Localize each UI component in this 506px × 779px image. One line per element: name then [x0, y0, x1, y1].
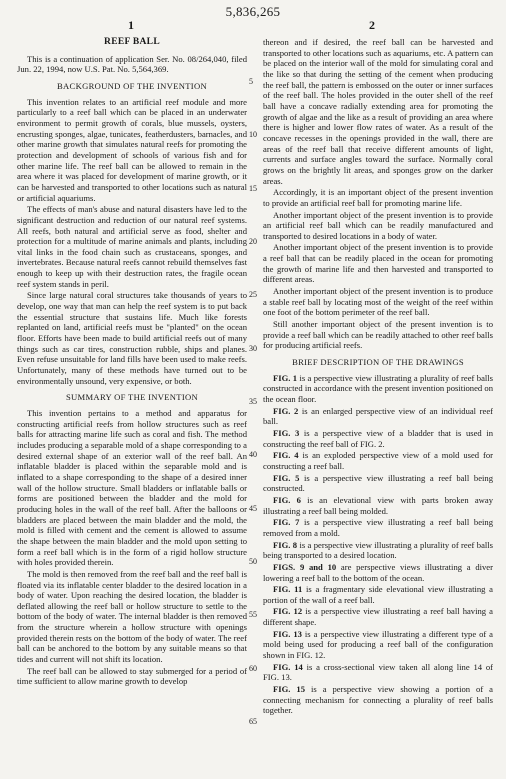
summary-paragraph: thereon and if desired, the reef ball can be harvested and transported to other locations such as aquariums, etc. A pattern can be placed on the interior wall of the mold for simulating coral and the like so that during the setting of the cement when producing the reef ball, the pattern is embossed on the outer or inner surfaces of the reef ball. The holes provided in the outer shell of the reef ball have a concave radially extending area for promoting the growth of algae and the like as a result of providing an area where there is higher and lower flow rates of water. As a result of the concave recesses in the openings provided in the wall, there are areas of the reef ball that receive different amounts of light, currents and surface angles toward the surface. Normally coral grows on the brightly lit areas, and sponges grow on the darker areas.: [263, 37, 493, 186]
summary-paragraph: Another important object of the present invention is to produce a stable reef ball by locating most of the weight of the reef within one foot of the bottom perimeter of the reef ball.: [263, 286, 493, 318]
figure-description: [263, 373, 493, 405]
figure-text: is a cross-sectional view taken all along line 14 of FIG. 13.: [263, 661, 494, 683]
line-number: 60: [249, 664, 257, 673]
summary-paragraph: This invention pertains to a method and apparatus for constructing artificial reefs from hollow structures such as reef balls for attracting marine life such as coral and fish. The method includes producing a separable mold of a shape corresponding to a desired external shape of an exterior wall of the reef ball. An inflatable bladder is placed within the separable mold and is inflated to a shape corresponding to the shape of a desired inner wall of the hollow structure. Small bladders or inflatable balls or forms are positioned between the bladder and the mold for producing holes in the wall of the reef ball. After the balloons or bladders are placed between the main bladder and the mold, the mold is filled with cement and the cement is allowed to assume the shape between the main bladder and the mold upon setting to form a reef ball which is in the form of a rigid hollow structure with holes provided therein.: [17, 408, 247, 568]
figure-text: are perspective views illustrating a diver lowering a reef ball to the bottom of the ocean.: [263, 561, 493, 583]
figure-text: is a perspective view illustrating a reef ball being constructed.: [263, 472, 493, 494]
figure-text: is an enlarged perspective view of an individual reef ball.: [263, 405, 493, 427]
figure-label: FIG. 15: [273, 684, 306, 695]
summary-paragraph: Another important object of the present invention is to provide a reef ball that can be readily placed in the ocean for promoting the growth of marine life and then harvested and transported to different areas.: [263, 242, 493, 285]
figure-description: [263, 662, 493, 683]
column-number-right: 2: [369, 18, 375, 32]
figure-description: [263, 606, 493, 627]
line-number: 10: [249, 130, 257, 139]
figure-label: FIG. 12: [273, 606, 303, 617]
figure-label: FIG. 4: [273, 450, 299, 461]
figure-label: FIG. 8: [273, 539, 298, 550]
background-paragraph: This invention relates to an artificial reef module and more particularly to a reef ball which can be placed in an underwater environment to permit growth of corals, blue mussels, oysters, encrusting sponges, algae, tunicates, featherdusters, barnacles, and other marine growth that simulates natural reefs for promoting the protection and development of schools of various fish and for other marine life. The reef ball can be allowed to remain in the area where it was placed for development of marine growth, or it can be harvested and transported to other locations such as natural or artificial aquariums.: [17, 96, 247, 203]
heading-background: BACKGROUND OF THE INVENTION: [57, 80, 207, 91]
figure-text: is an elevational view with parts broken away illustrating a reef ball being molded.: [263, 494, 493, 516]
line-number: 30: [249, 344, 257, 353]
title: REEF BALL: [104, 37, 160, 47]
figure-description: [263, 450, 493, 471]
figure-description: [263, 406, 493, 427]
left-column: [17, 37, 247, 687]
heading-summary: SUMMARY OF THE INVENTION: [65, 392, 199, 403]
figure-label: FIG. 14: [273, 661, 303, 672]
right-column: [263, 37, 493, 716]
summary-paragraph: The mold is then removed from the reef ball and the reef ball is floated via its inflatable center bladder to the desired location in a body of water. Upon reaching the desired location, the bladder is deflated allowing the reef ball or hollow structure to settle to the bottom of the body of water. The internal bladder is then removed from the structure wherein a hollow structure with openings provided therein rests on the bottom of the body of water. The reef ball can be anchored to the bottom by any suitable means so that tides and current will not shift its location.: [17, 568, 247, 665]
figure-label: FIG. 7: [273, 517, 300, 528]
figure-text: is a perspective view illustrating a reef ball being removed from a mold.: [263, 517, 493, 538]
figure-label: FIGS. 9 and 10: [273, 561, 337, 572]
line-number: 15: [249, 184, 257, 193]
background-paragraph: Since large natural coral structures take thousands of years to develop, one way that man can help the reef system is to put back the essential structure that sustains life. Much like forests replanted on land, artificial reefs must be "planted" on the ocean floor. Efforts have been made to build artificial reefs out of many things such as car tires, construction rubble, ships and planes. Even refuse unsuitable for land fills have been used to make reefs. Unfortunately, many of these methods have turned out to be environmentally unsound, very expensive, or both.: [17, 290, 247, 386]
figure-text: is a perspective view illustrating a reef ball having a different shape.: [263, 606, 494, 628]
heading-drawings: BRIEF DESCRIPTION OF THE DRAWINGS: [292, 357, 464, 368]
line-number: 45: [249, 504, 257, 513]
figure-label: FIG. 11: [273, 584, 303, 595]
figure-label: FIG. 13: [273, 628, 302, 639]
summary-paragraph: Still another important object of the present invention is to provide a reef ball which can be readily attached to other reef balls for producing artificial reefs.: [263, 319, 493, 351]
line-number: 40: [249, 450, 257, 459]
summary-paragraph: Another important object of the present invention is to provide an artificial reef ball which can be readily manufactured and transported to desired locations in a body of water.: [263, 209, 493, 241]
line-number: 65: [249, 717, 257, 726]
continuation-paragraph: This is a continuation of application Ser. No. 08/264,040, filed Jun. 22, 1994, now U.S. Pat. No. 5,564,369.: [17, 53, 247, 75]
figure-description: [263, 684, 493, 716]
line-number: 20: [249, 237, 257, 246]
figure-label: FIG. 5: [273, 472, 300, 483]
summary-paragraph: The reef ball can be allowed to stay submerged for a period of time sufficient to allow marine growth to develop: [17, 665, 247, 687]
figure-label: FIG. 2: [273, 405, 299, 416]
figure-description: [263, 473, 493, 494]
figure-text: is a perspective view illustrating a different type of a mold being used for producing a reef ball of the configuration shown in FIG. 12.: [263, 628, 493, 661]
figure-text: is an exploded perspective view of a mold used for constructing a reef ball.: [263, 450, 493, 471]
line-number: 50: [249, 557, 257, 566]
figure-label: FIG. 1: [273, 372, 298, 383]
figure-text: is a perspective view illustrating a plurality of reef balls being transported to a desired location.: [263, 539, 493, 561]
figure-text: is a perspective view of a bladder that is used in constructing the reef ball of FIG. 2.: [263, 427, 494, 449]
figure-description: [263, 517, 493, 538]
background-paragraph: The effects of man's abuse and natural disasters have led to the significant destruction and reduction of our natural reef systems. All reefs, both natural and artificial serve as food, shelter and protection for a multitude of marine animals and plants, including vital links in the food chain such as crustaceans, sponges, and invertebrates. Because natural reefs cannot rebuild themselves fast enough to keep up with their destruction rates, the fragile ocean reef system stands in peril.: [17, 204, 247, 289]
figure-text: is a perspective view illustrating a plurality of reef balls constructed in accordance with the present invention positioned on the ocean floor.: [263, 372, 493, 404]
figure-description: [263, 495, 493, 516]
summary-paragraph: Accordingly, it is an important object of the present invention to provide an artificial reef ball for promoting marine life.: [263, 187, 493, 208]
figure-label: FIG. 6: [273, 494, 301, 505]
figure-description: [263, 428, 493, 449]
figure-label: FIG. 3: [273, 427, 300, 438]
line-number: 25: [249, 290, 257, 299]
figure-list: [263, 373, 493, 716]
figure-description: [263, 562, 493, 583]
line-number: 5: [249, 77, 253, 86]
figure-description: [263, 540, 493, 561]
column-number-left: 1: [128, 18, 134, 32]
figure-text: is a perspective view showing a portion of a connecting mechanism for connecting a plurality of reef balls together.: [263, 684, 493, 716]
line-number: 35: [249, 397, 257, 406]
figure-description: [263, 584, 493, 605]
patent-number: 5,836,265: [225, 4, 281, 19]
figure-description: [263, 629, 493, 661]
figure-text: is a fragmentary side elevational view illustrating a portion of the wall of a reef ball.: [263, 584, 493, 605]
line-number: 55: [249, 610, 257, 619]
